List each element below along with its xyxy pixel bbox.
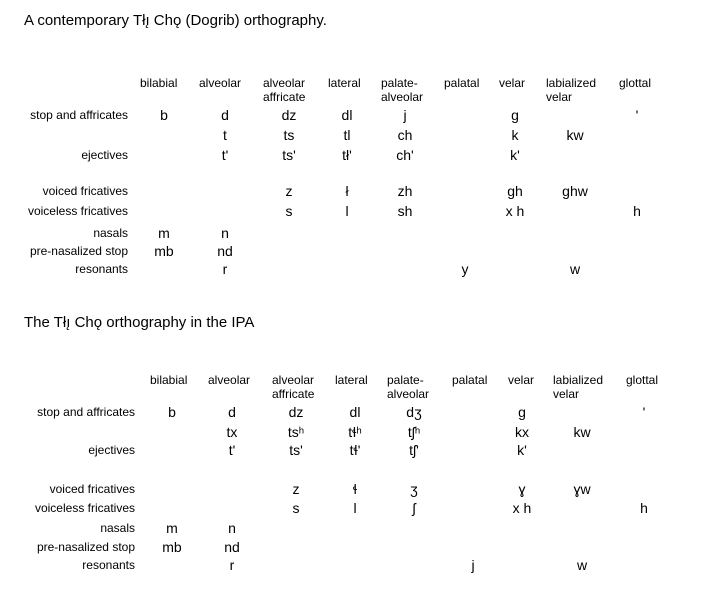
symbol-cell: kx	[515, 424, 529, 440]
symbol-cell: tɬ'	[349, 442, 361, 458]
row-label: nasals	[93, 226, 128, 240]
symbol-cell: gh	[507, 183, 523, 199]
row-label: voiced fricatives	[49, 482, 135, 496]
symbol-cell: s	[292, 500, 300, 516]
symbol-cell: l	[353, 500, 357, 516]
symbol-cell: g	[518, 404, 526, 420]
symbol-cell: h	[633, 203, 641, 219]
column-header-line: lateral	[328, 76, 361, 90]
symbol-cell: dz	[281, 107, 297, 123]
symbol-cell: t'	[228, 442, 236, 458]
symbol-cell: mb	[154, 243, 174, 259]
symbol-cell: ghw	[562, 183, 588, 199]
row-label: nasals	[100, 521, 135, 535]
symbol-cell: k	[511, 127, 519, 143]
row-label: pre-nasalized stop	[36, 540, 135, 554]
column-header-line: alveolar	[381, 90, 424, 104]
symbol-cell: tɬʰ	[348, 424, 362, 440]
column-header-line: glottal	[619, 76, 652, 90]
column-header	[272, 373, 314, 401]
row-label: voiceless fricatives	[27, 204, 128, 218]
column-header-line: alveolar	[387, 387, 430, 401]
symbol-cell: ɬ	[352, 481, 358, 497]
column-header	[328, 76, 361, 90]
column-header	[508, 373, 534, 387]
column-header-line: glottal	[626, 373, 659, 387]
symbol-cell: ɣw	[573, 481, 591, 497]
symbol-cell: dz	[288, 404, 304, 420]
symbol-cell: '	[635, 107, 639, 123]
symbol-cell: r	[222, 261, 228, 277]
column-header-line: lateral	[335, 373, 368, 387]
symbol-cell: ts'	[289, 442, 303, 458]
symbol-cell: tsʰ	[287, 424, 305, 440]
symbol-cell: t'	[221, 147, 229, 163]
row-label: stop and affricates	[37, 405, 135, 419]
symbol-cell: b	[168, 404, 176, 420]
column-header-line: velar	[546, 90, 573, 104]
symbol-cell: y	[461, 261, 469, 277]
symbol-cell: b	[160, 107, 168, 123]
symbol-cell: x h	[512, 500, 532, 516]
symbol-cell: dl	[341, 107, 353, 123]
symbol-cell: tʃ'	[409, 442, 419, 458]
column-header-line: velar	[499, 76, 526, 90]
symbol-cell: ch'	[396, 147, 414, 163]
symbol-cell: m	[158, 225, 170, 241]
row-label: stop and affricates	[30, 108, 128, 122]
symbol-cell: tl	[343, 127, 351, 143]
symbol-cell: g	[511, 107, 519, 123]
symbol-cell: tx	[226, 424, 238, 440]
column-header-line: velar	[553, 387, 580, 401]
symbol-cell: tł'	[342, 147, 352, 163]
column-header-line: alveolar	[272, 373, 315, 387]
symbol-cell: dʒ	[406, 404, 422, 420]
symbol-cell: nd	[224, 539, 240, 555]
symbol-cell: dl	[349, 404, 361, 420]
column-header-line: affricate	[272, 387, 315, 401]
symbol-cell: z	[285, 183, 293, 199]
symbol-cell: s	[285, 203, 293, 219]
column-header	[387, 373, 429, 401]
column-header	[444, 76, 479, 90]
symbol-cell: z	[292, 481, 300, 497]
symbol-cell: k'	[510, 147, 520, 163]
symbol-cell: j	[471, 557, 475, 573]
column-header	[553, 373, 603, 401]
row-label: pre-nasalized stop	[29, 244, 128, 258]
column-header	[263, 76, 305, 104]
column-header	[546, 76, 596, 104]
column-header-line: affricate	[263, 90, 306, 104]
symbol-cell: d	[221, 107, 229, 123]
symbol-cell: '	[642, 404, 646, 420]
symbol-cell: tʃʰ	[407, 424, 421, 440]
column-header-line: palatal	[444, 76, 480, 90]
symbol-cell: ch	[397, 127, 413, 143]
symbol-cell: zh	[397, 183, 413, 199]
symbol-cell: nd	[217, 243, 233, 259]
column-header-line: bilabial	[150, 373, 188, 387]
symbol-cell: l	[345, 203, 349, 219]
column-header	[626, 373, 658, 387]
row-label: ejectives	[81, 148, 128, 162]
symbol-cell: ł	[345, 183, 349, 199]
column-header	[208, 373, 250, 387]
column-header	[150, 373, 187, 387]
column-header-line: alveolar	[208, 373, 251, 387]
column-header-line: alveolar	[263, 76, 306, 90]
column-header-line: alveolar	[199, 76, 242, 90]
column-header-line: palatal	[452, 373, 488, 387]
symbol-cell: ts'	[282, 147, 296, 163]
symbol-cell: mb	[162, 539, 182, 555]
symbol-cell: r	[229, 557, 235, 573]
symbol-cell: m	[166, 520, 178, 536]
symbol-cell: k'	[517, 442, 527, 458]
column-header-line: palate-	[387, 373, 424, 387]
column-header	[199, 76, 241, 90]
column-header-line: bilabial	[140, 76, 178, 90]
symbol-cell: kw	[566, 127, 584, 143]
row-label: voiced fricatives	[42, 184, 128, 198]
section-title: A contemporary Tłı̨ Chǫ (Dogrib) orthography.	[24, 12, 327, 29]
symbol-cell: sh	[397, 203, 413, 219]
row-label: resonants	[82, 558, 135, 572]
row-label: ejectives	[88, 443, 135, 457]
symbol-cell: w	[569, 261, 581, 277]
symbol-cell: h	[640, 500, 648, 516]
symbol-cell: w	[576, 557, 588, 573]
symbol-cell: ɣ	[518, 481, 526, 497]
symbol-cell: ʃ	[412, 500, 416, 516]
symbol-cell: j	[403, 107, 407, 123]
symbol-cell: ʒ	[410, 481, 418, 497]
row-label: voiceless fricatives	[34, 501, 135, 515]
column-header	[499, 76, 525, 90]
column-header-line: labialized	[553, 373, 604, 387]
column-header-line: labialized	[546, 76, 597, 90]
symbol-cell: n	[228, 520, 236, 536]
symbol-cell: t	[223, 127, 227, 143]
row-label: resonants	[75, 262, 128, 276]
column-header	[452, 373, 487, 387]
column-header-line: palate-	[381, 76, 418, 90]
symbol-cell: x h	[505, 203, 525, 219]
symbol-cell: ts	[283, 127, 295, 143]
section-title: The Tłı̨ Chǫ orthography in the IPA	[24, 314, 255, 331]
symbol-cell: n	[221, 225, 229, 241]
column-header	[619, 76, 651, 90]
column-header	[335, 373, 368, 387]
symbol-cell: kw	[573, 424, 591, 440]
column-header	[140, 76, 177, 90]
column-header	[381, 76, 423, 104]
column-header-line: velar	[508, 373, 535, 387]
symbol-cell: d	[228, 404, 236, 420]
